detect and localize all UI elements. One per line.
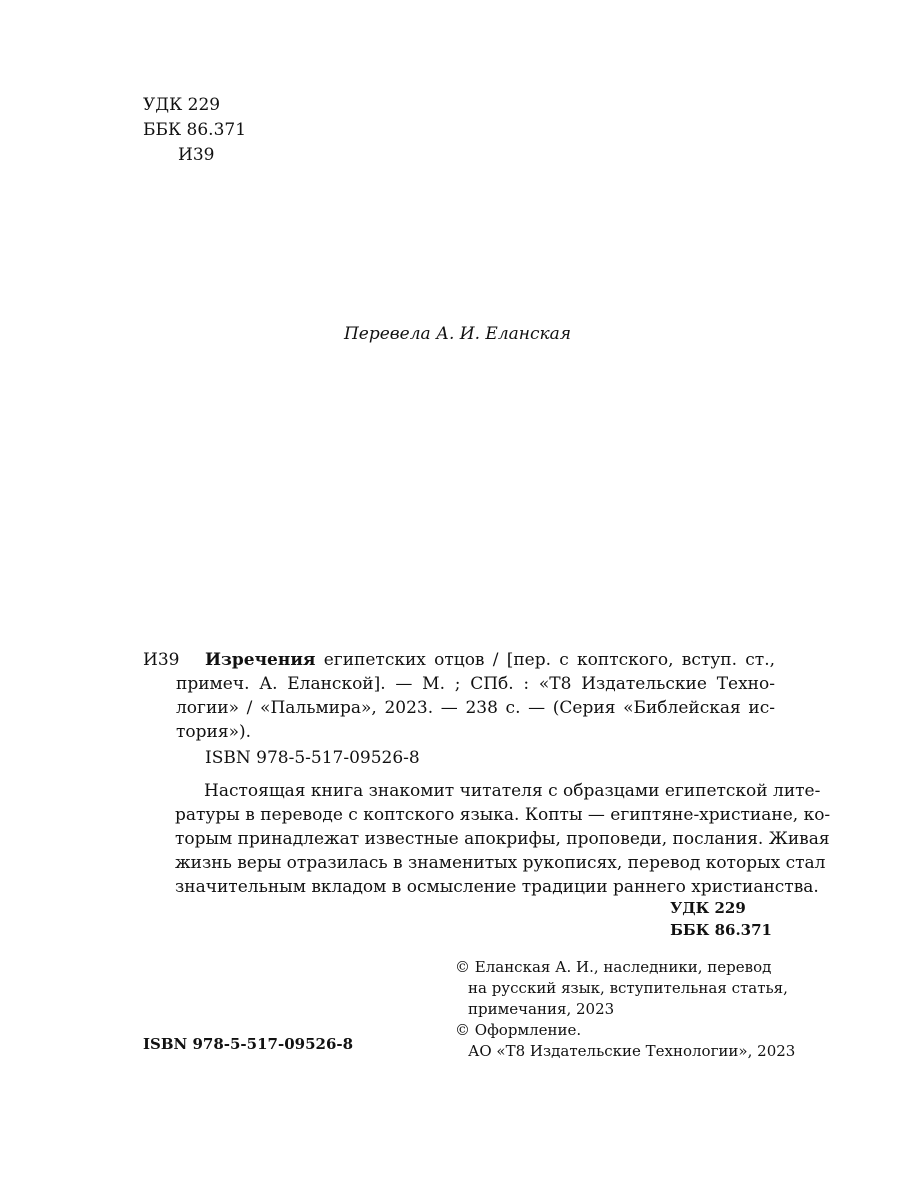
annotation-line: торым принадлежат известные апокрифы, проповеди, послания. Живая bbox=[175, 829, 830, 849]
copyright-line: на русский язык, вступительная статья, bbox=[468, 979, 788, 997]
annotation-line: значительным вкладом в осмысление традиции раннего христианства. bbox=[175, 877, 819, 897]
classification-block-bottom bbox=[670, 897, 772, 941]
annotation bbox=[175, 779, 831, 899]
copyright-line: © Еланская А. И., наследники, перевод bbox=[455, 958, 772, 976]
bbk-code-bottom: ББК 86.371 bbox=[670, 921, 772, 939]
annotation-line: ратуры в переводе с коптского языка. Копты — египтяне-христиане, ко- bbox=[175, 805, 831, 825]
entry-line-2: примеч. А. Еланской]. — М. ; СПб. : «Т8 Издательские Техно- bbox=[176, 674, 775, 694]
udk-code-bottom: УДК 229 bbox=[670, 899, 746, 917]
udk-code: УДК 229 bbox=[143, 95, 221, 115]
entry-line-4: тория»). bbox=[176, 722, 252, 742]
copyright-line: © Оформление. bbox=[455, 1021, 582, 1039]
entry-title: Изречения bbox=[205, 650, 316, 670]
copyright-line: АО «Т8 Издательские Технологии», 2023 bbox=[468, 1042, 796, 1060]
translator-credit: Перевела А. И. Еланская bbox=[343, 324, 572, 344]
bbk-code: ББК 86.371 bbox=[143, 120, 247, 140]
copyright-block bbox=[455, 957, 795, 1062]
annotation-line: Настоящая книга знакомит читателя с образцами египетской лите- bbox=[204, 781, 821, 801]
entry-line-3: логии» / «Пальмира», 2023. — 238 с. — (Серия «Библейская ис- bbox=[176, 698, 775, 718]
entry-author-sign: И39 bbox=[143, 650, 180, 670]
entry-line-1 bbox=[205, 648, 775, 672]
copyright-line: примечания, 2023 bbox=[468, 1000, 615, 1018]
author-sign: И39 bbox=[178, 145, 215, 165]
isbn-bottom: ISBN 978-5-517-09526-8 bbox=[143, 1035, 354, 1053]
annotation-line: жизнь веры отразилась в знаменитых рукописях, перевод которых стал bbox=[175, 853, 826, 873]
bibliographic-entry bbox=[143, 648, 775, 770]
entry-line-1-rest: египетских отцов / [пер. с коптского, вступ. ст., bbox=[315, 650, 775, 670]
classification-block-top bbox=[143, 93, 246, 168]
entry-isbn: ISBN 978-5-517-09526-8 bbox=[205, 748, 420, 768]
